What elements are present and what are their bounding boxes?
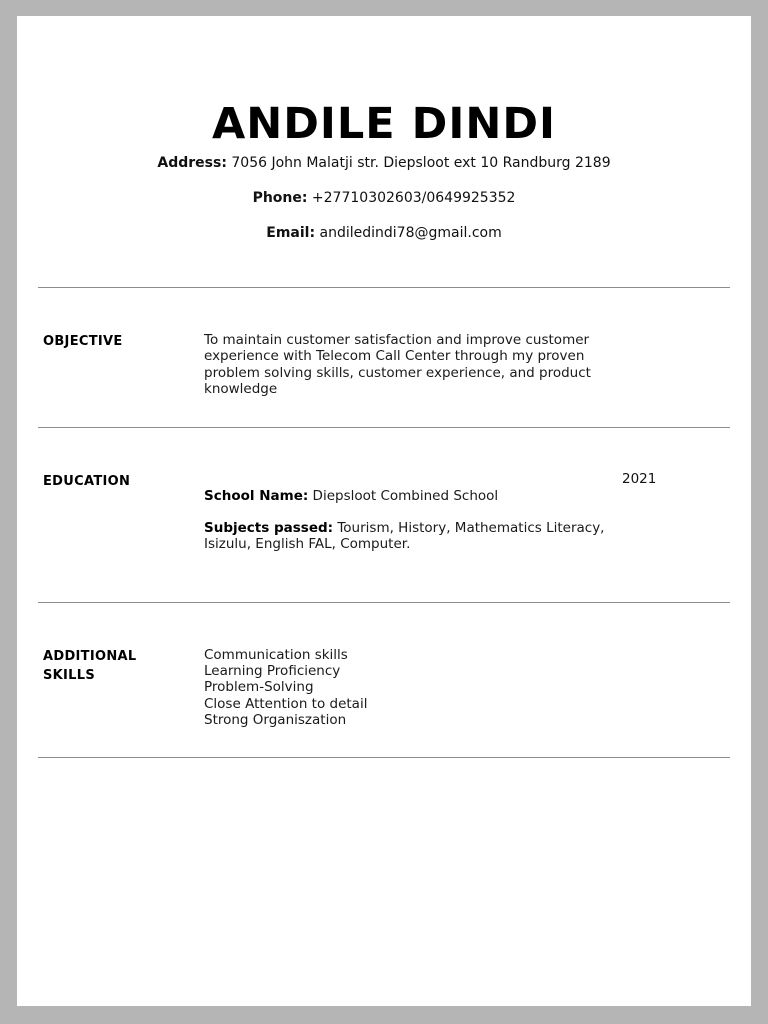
section-divider: [38, 287, 730, 288]
objective-text: To maintain customer satisfaction and improve customer experience with Telecom Call Center through my proven problem solving skills, customer experience, and product knowledge: [204, 332, 591, 398]
subjects-value: Tourism, History, Mathematics Literacy, Isizulu, English FAL, Computer.: [204, 520, 605, 553]
subjects-label: Subjects passed:: [204, 520, 334, 536]
skill-item: Problem-Solving: [204, 679, 314, 696]
resume-page: [17, 16, 751, 1006]
education-year: 2021: [622, 471, 657, 487]
email-label: Email:: [266, 225, 316, 241]
candidate-name: ANDILE DINDI: [211, 99, 557, 149]
email-value: andiledindi78@gmail.com: [319, 225, 502, 241]
school-label: School Name:: [204, 488, 309, 504]
skills-list: [204, 647, 367, 728]
education-heading: EDUCATION: [43, 474, 131, 489]
section-divider: [38, 427, 730, 428]
skill-item: Close Attention to detail: [204, 695, 368, 712]
contact-phone: [17, 189, 751, 207]
address-label: Address:: [157, 155, 227, 171]
section-divider: [38, 602, 730, 603]
phone-label: Phone:: [252, 190, 308, 206]
skill-item: Strong Organiszation: [204, 711, 347, 728]
subjects-passed: [204, 520, 649, 553]
section-divider: [38, 757, 730, 758]
contact-email: [17, 224, 751, 242]
skills-heading: ADDITIONAL SKILLS: [43, 649, 137, 683]
skill-item: Communication skills: [204, 647, 348, 663]
address-value: 7056 John Malatji str. Diepsloot ext 10 Randburg 2189: [231, 155, 611, 171]
contact-address: [17, 154, 751, 172]
school-name: [204, 488, 644, 504]
phone-value: +27710302603/0649925352: [311, 190, 516, 206]
skill-item: Learning Proficiency: [204, 663, 341, 680]
objective-heading: OBJECTIVE: [43, 334, 123, 349]
school-value: Diepsloot Combined School: [312, 488, 499, 504]
